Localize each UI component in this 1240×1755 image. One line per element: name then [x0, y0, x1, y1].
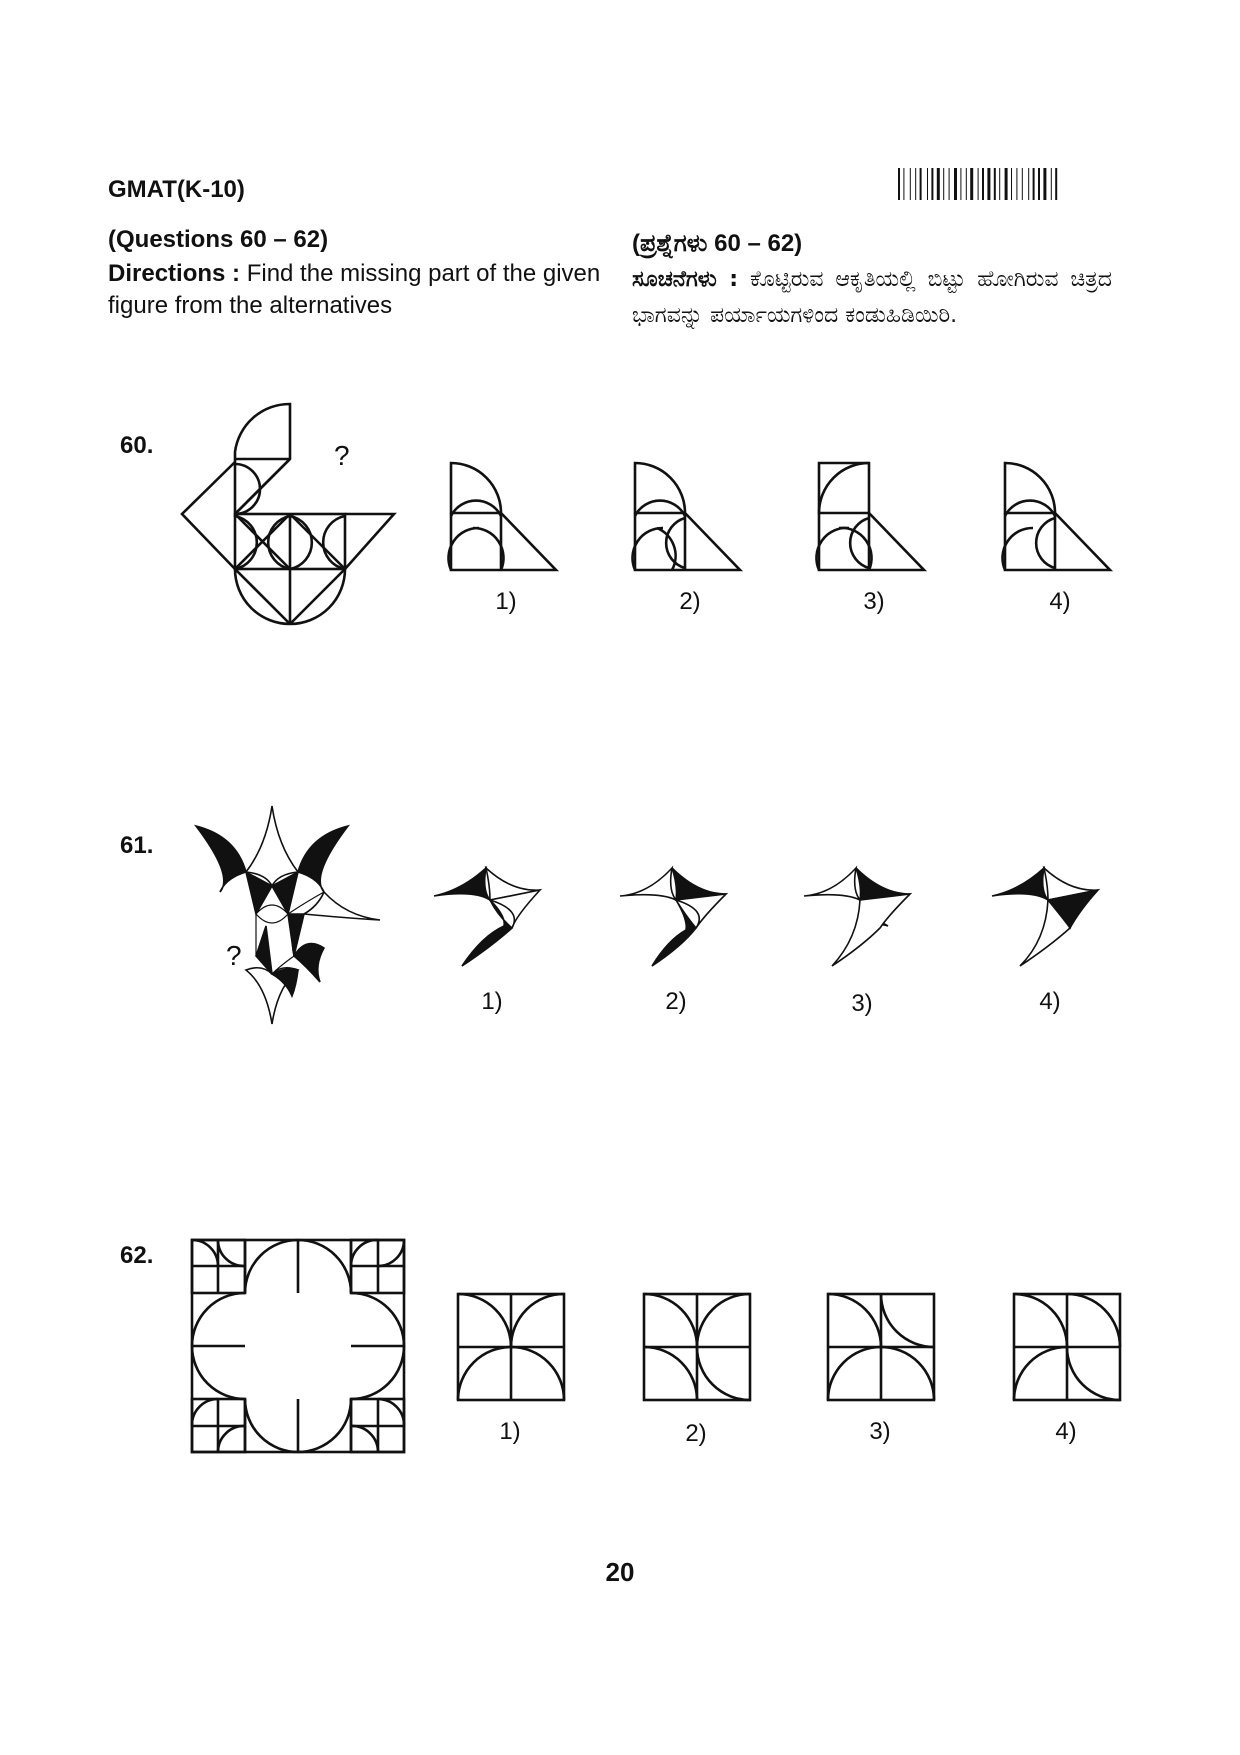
question-61-option-3-label: 3) [851, 990, 873, 1017]
barcode-icon [898, 168, 1110, 200]
kannada-directions-text: ಕೊಟ್ಟಿರುವ ಆಕೃತಿಯಲ್ಲಿ ಬಿಟ್ಟು ಹೋಗಿರುವ ಚಿತ್ರದ ಭಾಗವನ್ನು ಪರ್ಯಾಯಗಳಿಂದ ಕಂಡುಹಿಡಿಯಿರಿ. [632, 267, 1112, 328]
question-62-number: 62. [120, 1242, 154, 1269]
directions [108, 258, 608, 322]
question-60-number: 60. [120, 432, 154, 459]
question-62-figure [190, 1238, 406, 1454]
question-60-figure [180, 404, 405, 636]
question-62-option-3[interactable] [826, 1292, 936, 1402]
question-60-option-3[interactable] [816, 458, 926, 578]
question-60-option-1-label: 1) [495, 588, 517, 615]
question-60-option-4[interactable] [1002, 458, 1112, 578]
question-61-option-4[interactable] [990, 866, 1102, 968]
question-62-option-4-label: 4) [1055, 1418, 1077, 1445]
question-61-option-4-label: 4) [1039, 988, 1061, 1015]
question-62-option-2[interactable] [642, 1292, 752, 1402]
kannada-directions-label: ಸೂಚನೆಗಳು : [632, 267, 739, 292]
question-60-option-2-label: 2) [679, 588, 701, 615]
question-62-option-2-label: 2) [685, 1420, 707, 1447]
question-62-option-3-label: 3) [869, 1418, 891, 1445]
kannada-directions [632, 262, 1112, 334]
question-61-option-3[interactable] [802, 866, 914, 968]
question-61-option-2[interactable] [618, 866, 730, 968]
directions-text: Find the missing part of the given figure from the alternatives [108, 260, 601, 319]
question-60-option-4-label: 4) [1049, 588, 1071, 615]
questions-range: (Questions 60 – 62) [108, 226, 329, 253]
question-62-option-4[interactable] [1012, 1292, 1122, 1402]
question-61-option-2-label: 2) [665, 988, 687, 1015]
question-61-option-1-label: 1) [481, 988, 503, 1015]
question-60-missing-mark: ? [334, 440, 350, 471]
question-62-option-1[interactable] [456, 1292, 566, 1402]
question-61-number: 61. [120, 832, 154, 859]
question-62-option-1-label: 1) [499, 1418, 521, 1445]
question-61-missing-mark: ? [226, 940, 242, 971]
question-60-option-3-label: 3) [863, 588, 885, 615]
question-61-figure [196, 806, 382, 1024]
question-61-option-1[interactable] [432, 866, 544, 968]
question-60-option-1[interactable] [448, 458, 558, 578]
exam-code: GMAT(K-10) [108, 176, 245, 203]
kannada-questions-range: (ಪ್ರಶ್ನೆಗಳು 60 – 62) [632, 230, 803, 257]
directions-label: Directions : [108, 260, 241, 287]
question-60-option-2[interactable] [632, 458, 742, 578]
page-number: 20 [605, 1557, 635, 1587]
